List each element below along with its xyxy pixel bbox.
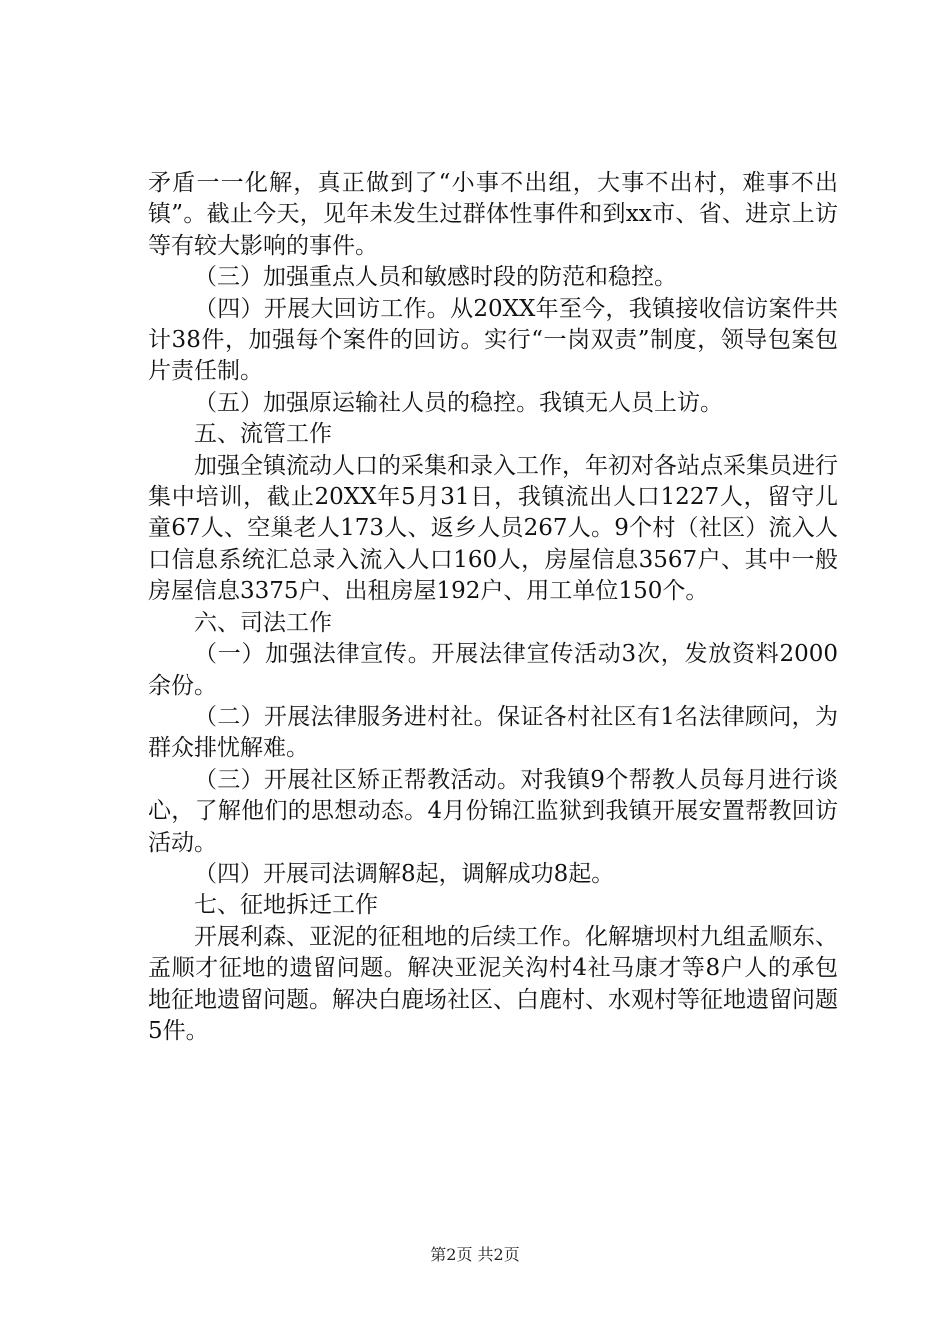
paragraph-legal-2: （二）开展法律服务进村社。保证各村社区有1名法律顾问，为群众排忧解难。 (148, 703, 838, 762)
paragraph-legal-4: （四）开展司法调解8起，调解成功8起。 (194, 860, 615, 887)
page-footer: 第2页 共2页 (430, 1245, 520, 1264)
paragraph-continuation: 矛盾一一化解，真正做到了“小事不出组，大事不出村，难事不出镇”。截止今天，见年未发生过群体性事件和到xx市、省、进京上访等有较大影响的事件。 (148, 170, 838, 259)
document-body (148, 168, 838, 1047)
paragraph-item-3: （三）加强重点人员和敏感时段的防范和稳控。 (194, 264, 677, 291)
section-heading-7: 七、征地拆迁工作 (194, 892, 378, 919)
section-heading-6: 六、司法工作 (194, 609, 332, 636)
paragraph-legal-3: （三）开展社区矫正帮教活动。对我镇9个帮教人员每月进行谈心，了解他们的思想动态。4月份锦江监狱到我镇开展安置帮教回访活动。 (148, 766, 838, 856)
paragraph-item-4: （四）开展大回访工作。从20XX年至今，我镇接收信访案件共计38件，加强每个案件的回访。实行“一岗双责”制度，领导包案包片责任制。 (148, 295, 838, 385)
section-heading-5: 五、流管工作 (194, 421, 332, 448)
paragraph-migration: 加强全镇流动人口的采集和录入工作，年初对各站点采集员进行集中培训，截止20XX年5月31日，我镇流出人口1227人，留守儿童67人、空巢老人173人、返乡人员267人。9个村（社区）流入人口信息系统汇总录入流入人口160人，房屋信息3567户、其中一般房屋信息3375户、出租房屋192户、用工单位150个。 (148, 452, 838, 605)
paragraph-land: 开展利森、亚泥的征租地的后续工作。化解塘坝村九组孟顺东、孟顺才征地的遗留问题。解决亚泥关沟村4社马康才等8户人的承包地征地遗留问题。解决白鹿场社区、白鹿村、水观村等征地遗留问题5件。 (148, 923, 838, 1044)
paragraph-item-5: （五）加强原运输社人员的稳控。我镇无人员上访。 (194, 389, 723, 416)
paragraph-legal-1: （一）加强法律宣传。开展法律宣传活动3次，发放资料2000余份。 (148, 641, 838, 699)
